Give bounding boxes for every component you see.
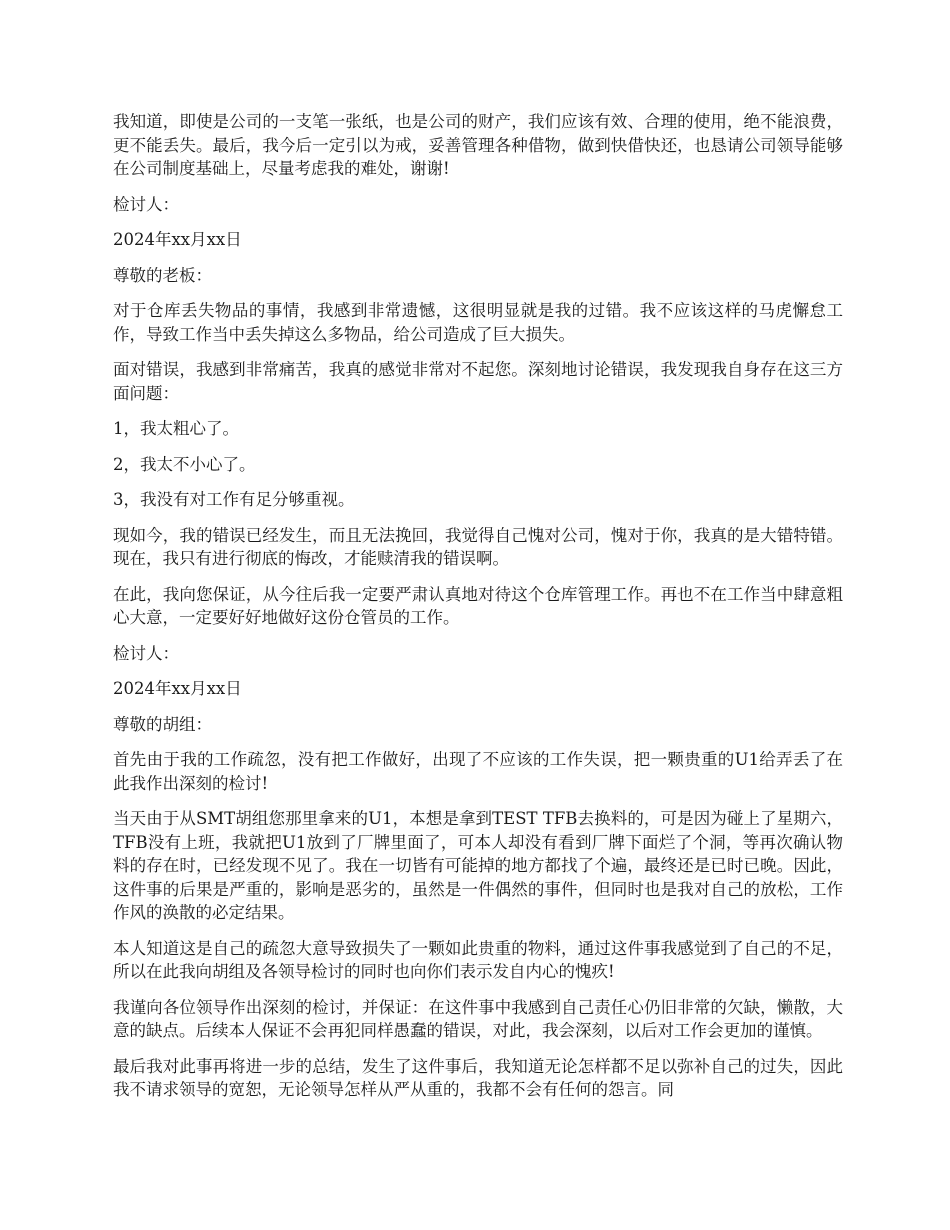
salutation: 尊敬的胡组： — [113, 714, 212, 734]
date-line: 2024年xx月xx日 — [113, 679, 242, 698]
paragraph: 首先由于我的工作疏忽，没有把工作做好，出现了不应该的工作失误，把一颗贵重的U1给弄丢了在此我作出深刻的检讨! — [113, 750, 843, 793]
salutation: 尊敬的老板： — [113, 265, 212, 285]
paragraph: 最后我对此事再将进一步的总结，发生了这件事后，我知道无论怎样都不足以弥补自己的过失，因此我不请求领导的宽恕，无论领导怎样从严从重的，我都不会有任何的怨言。同 — [113, 1056, 843, 1099]
list-item: 1，我太粗心了。 — [113, 419, 239, 438]
paragraph: 我谨向各位领导作出深刻的检讨，并保证：在这件事中我感到自己责任心仍旧非常的欠缺，懒散，大意的缺点。后续本人保证不会再犯同样愚蠢的错误，对此，我会深刻，以后对工作会更加的谨慎。 — [113, 997, 843, 1040]
list-item: 3，我没有对工作有足分够重视。 — [113, 490, 355, 509]
signature-label: 检讨人： — [113, 194, 179, 214]
signature-label: 检讨人： — [113, 643, 179, 663]
paragraph: 现如今，我的错误已经发生，而且无法挽回，我觉得自己愧对公司，愧对于你，我真的是大错特错。现在，我只有进行彻底的悔改，才能赎清我的错误啊。 — [113, 525, 843, 568]
paragraph: 当天由于从SMT胡组您那里拿来的U1，本想是拿到TEST TFB去换料的，可是因为碰上了星期六，TFB没有上班，我就把U1放到了厂牌里面了，可本人却没有看到厂牌下面烂了个洞，等再次确认物料的存在时，已经发现不见了。我在一切皆有可能掉的地方都找了个遍，最终还是已时已晚。因此，这件事的后果是严重的，影响是恶劣的，虽然是一件偶然的事件，但同时也是我对自己的放松，工作作风的涣散的必定结果。 — [113, 809, 843, 922]
document-body — [113, 110, 843, 1114]
paragraph: 在此，我向您保证，从今往后我一定要严肃认真地对待这个仓库管理工作。再也不在工作当中肆意粗心大意，一定要好好地做好这份仓管员的工作。 — [113, 584, 843, 627]
paragraph: 对于仓库丢失物品的事情，我感到非常遗憾，这很明显就是我的过错。我不应该这样的马虎懈怠工作，导致工作当中丢失掉这么多物品，给公司造成了巨大损失。 — [113, 301, 843, 344]
list-item: 2，我太不小心了。 — [113, 454, 256, 474]
paragraph: 面对错误，我感到非常痛苦，我真的感觉非常对不起您。深刻地讨论错误，我发现我自身存在这三方面问题： — [113, 360, 843, 403]
date-line: 2024年xx月xx日 — [113, 230, 242, 249]
paragraph: 我知道，即使是公司的一支笔一张纸，也是公司的财产，我们应该有效、合理的使用，绝不能浪费，更不能丢失。最后，我今后一定引以为戒，妥善管理各种借物，做到快借快还，也恳请公司领导能够在公司制度基础上，尽量考虑我的难处，谢谢! — [113, 112, 843, 178]
paragraph: 本人知道这是自己的疏忽大意导致损失了一颗如此贵重的物料，通过这件事我感觉到了自己的不足，所以在此我向胡组及各领导检讨的同时也向你们表示发自内心的愧疚! — [113, 938, 843, 981]
